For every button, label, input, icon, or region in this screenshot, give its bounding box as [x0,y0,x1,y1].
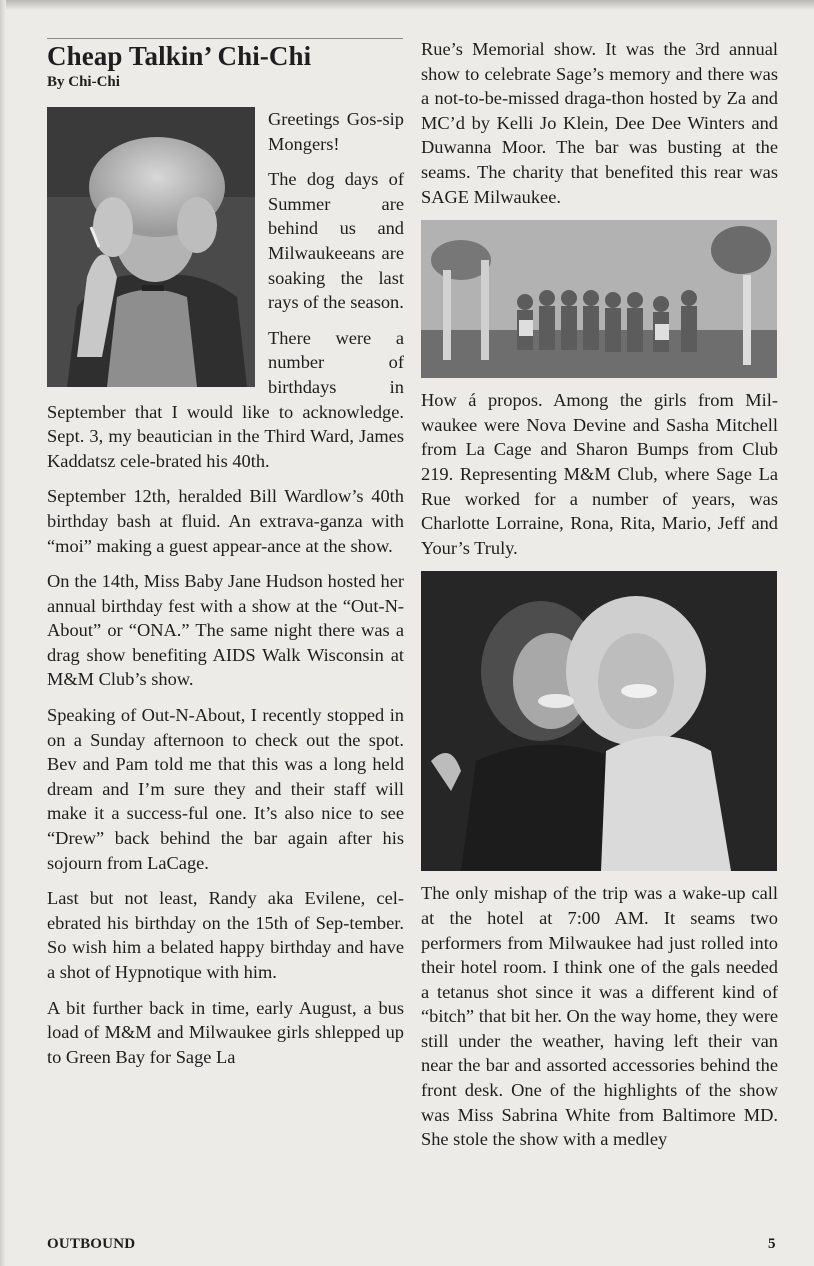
paragraph: The only mishap of the trip was a wake-up call at the hotel at 7:00 AM. It seams two performers from Milwaukee had just rolled into their hotel room. I think one of the gals needed a tetanus shot since it was a different kind of “bitch” that bit her. On the way home, they were still under the weather, having left their van near the bar and assorted accessories behind the front desk. One of the highlights of the show was Miss Sabrina White from Baltimore MD. She stole the show with a medley [421,883,778,1150]
paragraph: How á propos. Among the girls from Mil-waukee were Nova Devine and Sasha Mitchell from La Cage and Sharon Bumps from Club 219. Representing M&M Club, where Sage La Rue worked for a number of years, was Charlotte Lorraine, Rona, Rita, Mario, Jeff and Your’s Truly. [421,390,778,558]
page-binding-shadow [0,0,6,1266]
two-performers-photo [421,571,777,871]
left-column [47,38,404,1080]
paragraph: On the 14th, Miss Baby Jane Hudson hosted her annual birthday fest with a show at the “Out-N-About” or “ONA.” The same night there was a drag show benefiting AIDS Walk Wisconsin at M&M Club’s show. [47,571,404,690]
headline-rule [47,38,403,39]
portrait-photo [47,107,255,387]
paragraph: Last but not least, Randy aka Evilene, cel-ebrated his birthday on the 15th of Sep-tember. So wish him a belated happy birthday and have a shot of Hypnotique with him. [47,888,404,982]
paragraph: Speaking of Out-N-About, I recently stopped in on a Sunday afternoon to check out the spot. Bev and Pam told me that this was a long held dream and I’m sure they and their staff will make it a success-ful one. It’s also nice to see “Drew” back behind the bar again after his sojourn from LaCage. [47,705,404,873]
page-number: 5 [768,1236,776,1252]
portrait-photo-image [47,107,255,387]
right-column [421,37,778,1163]
stage-group-photo [421,220,777,378]
paragraph: A bit further back in time, early August, a bus load of M&M and Milwaukee girls shlepped up to Green Bay for Sage La [47,997,404,1067]
article-title: Cheap Talkin’ Chi-Chi [47,41,312,71]
article-byline: By Chi-Chi [47,74,120,90]
paragraph: Greetings Gos-sip Mongers! [268,109,404,154]
two-performers-photo-image [421,571,777,871]
paragraph: September 12th, heralded Bill Wardlow’s 40th birthday bash at fluid. An extrava-ganza with “moi” making a guest appear-ance at the show. [47,486,404,556]
publication-name: OUTBOUND [47,1236,136,1252]
paragraph: The dog days of Summer are behind us and Milwaukeeans are soaking the last rays of the season. [268,169,404,313]
paragraph: Rue’s Memorial show. It was the 3rd annual show to celebrate Sage’s memory and there was a not-to-be-missed draga-thon hosted by Za and MC’d by Kelli Jo Klein, Dee Dee Winters and Duwanna Moor. The bar was busting at the seams. The charity that benefited this rear was SAGE Milwaukee. [421,39,778,207]
paragraph: There were a number of birthdays in September that I would like to acknowledge. Sept. 3, my beautician in the Third Ward, James Kaddatsz cele-brated his 40th. [47,327,404,471]
page-edge-shadow [0,0,814,10]
stage-group-photo-image [421,220,777,378]
